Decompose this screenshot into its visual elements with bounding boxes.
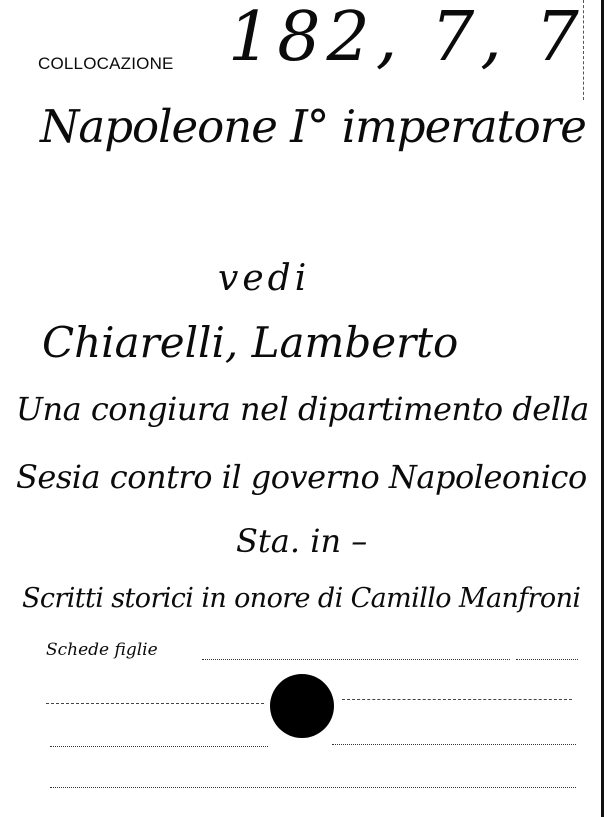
ruled-line xyxy=(50,746,268,747)
punch-hole xyxy=(270,674,334,738)
ruled-line xyxy=(342,699,572,700)
in-label: Sta. in – xyxy=(236,522,368,560)
collocazione-label: COLLOCAZIONE xyxy=(38,54,174,73)
schede-figlie-label: Schede figlie xyxy=(46,640,158,660)
work-title-line-2: Sesia contro il governo Napoleonico xyxy=(16,458,587,496)
work-title-line-1: Una congiura nel dipartimento della xyxy=(16,390,589,428)
subject-heading: Napoleone I° imperatore xyxy=(40,100,586,153)
ruled-line xyxy=(332,744,576,745)
source-title: Scritti storici in onore di Camillo Manfroni xyxy=(22,583,581,614)
see-reference: vedi xyxy=(218,258,311,299)
ruled-line xyxy=(46,703,264,704)
card-right-border xyxy=(601,0,604,817)
shelfmark: 182, 7, 7 xyxy=(228,0,585,77)
ruled-line xyxy=(516,659,578,660)
ruled-line xyxy=(202,659,510,660)
ruled-line xyxy=(50,787,576,788)
author-name: Chiarelli, Lamberto xyxy=(42,318,459,367)
